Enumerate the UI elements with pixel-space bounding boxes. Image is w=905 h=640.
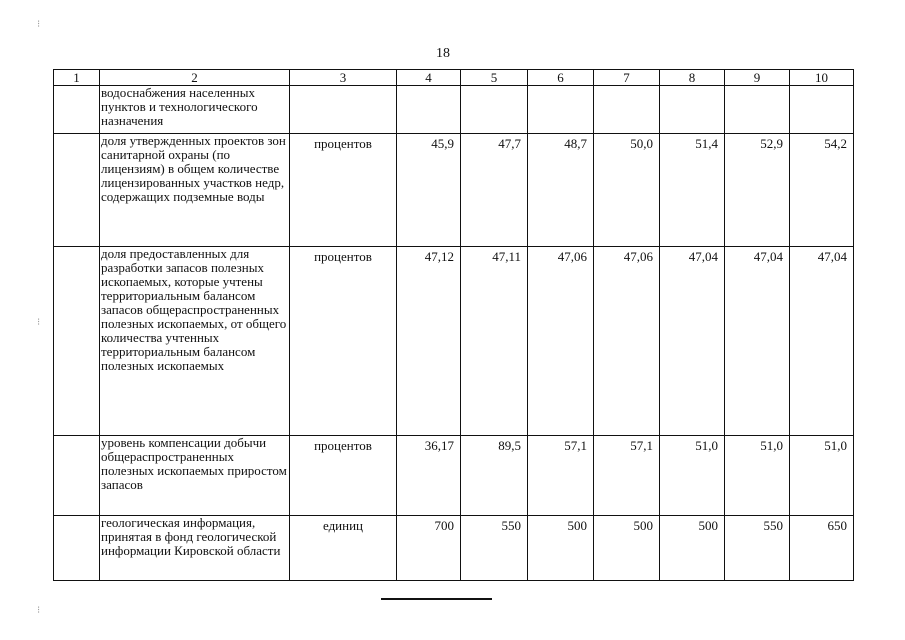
value-cell (725, 86, 790, 134)
value-cell: 45,9 (397, 134, 461, 247)
value-cell: 47,04 (790, 247, 854, 436)
header-row (54, 70, 854, 86)
row-number-cell (54, 516, 100, 581)
value-cell: 500 (528, 516, 594, 581)
value-cell: 47,12 (397, 247, 461, 436)
indicator-name-cell: уровень компенсации добычи общераспространенных полезных ископаемых приростом запасов (100, 436, 290, 516)
unit-cell: процентов (290, 247, 397, 436)
value-cell: 48,7 (528, 134, 594, 247)
header-cell: 8 (660, 70, 725, 86)
indicator-name-cell: доля предоставленных для разработки запасов полезных ископаемых, которые учтены территориальным балансом запасов общераспространенных полезных ископаемых, от общего количества учтенных территориальным балансом полезных ископаемых (100, 247, 290, 436)
margin-mark: ⁝ (37, 19, 41, 30)
value-cell: 47,06 (594, 247, 660, 436)
header-cell: 7 (594, 70, 660, 86)
header-cell: 5 (461, 70, 528, 86)
indicators-table (53, 69, 854, 581)
value-cell: 36,17 (397, 436, 461, 516)
value-cell: 550 (461, 516, 528, 581)
value-cell (461, 86, 528, 134)
indicator-name-cell: водоснабжения населенных пунктов и технологического назначения (100, 86, 290, 134)
value-cell: 47,04 (725, 247, 790, 436)
value-cell: 50,0 (594, 134, 660, 247)
indicator-name-cell: геологическая информация, принятая в фонд геологической информации Кировской области (100, 516, 290, 581)
value-cell: 700 (397, 516, 461, 581)
value-cell: 500 (660, 516, 725, 581)
header-cell: 9 (725, 70, 790, 86)
header-cell: 3 (290, 70, 397, 86)
margin-mark: ⁝ (37, 605, 41, 616)
value-cell: 47,11 (461, 247, 528, 436)
value-cell (660, 86, 725, 134)
value-cell: 51,0 (725, 436, 790, 516)
header-cell: 6 (528, 70, 594, 86)
header-cell: 2 (100, 70, 290, 86)
margin-mark: ⁝ (37, 317, 41, 328)
value-cell: 52,9 (725, 134, 790, 247)
value-cell: 57,1 (528, 436, 594, 516)
value-cell: 47,7 (461, 134, 528, 247)
row-number-cell (54, 247, 100, 436)
value-cell: 47,04 (660, 247, 725, 436)
value-cell: 57,1 (594, 436, 660, 516)
row-number-cell (54, 134, 100, 247)
page-number: 18 (436, 46, 450, 61)
table-row (54, 86, 854, 134)
value-cell: 51,0 (790, 436, 854, 516)
header-cell: 4 (397, 70, 461, 86)
table-row (54, 436, 854, 516)
header-cell: 1 (54, 70, 100, 86)
unit-cell (290, 86, 397, 134)
value-cell: 51,0 (660, 436, 725, 516)
table-row (54, 134, 854, 247)
value-cell: 47,06 (528, 247, 594, 436)
row-number-cell (54, 86, 100, 134)
value-cell: 51,4 (660, 134, 725, 247)
unit-cell: единиц (290, 516, 397, 581)
value-cell: 89,5 (461, 436, 528, 516)
table-row (54, 516, 854, 581)
value-cell: 54,2 (790, 134, 854, 247)
value-cell: 500 (594, 516, 660, 581)
row-number-cell (54, 436, 100, 516)
table-row (54, 247, 854, 436)
footer-divider (381, 598, 492, 600)
value-cell (594, 86, 660, 134)
value-cell (397, 86, 461, 134)
header-cell: 10 (790, 70, 854, 86)
value-cell: 650 (790, 516, 854, 581)
value-cell (528, 86, 594, 134)
value-cell (790, 86, 854, 134)
value-cell: 550 (725, 516, 790, 581)
indicator-name-cell: доля утвержденных проектов зон санитарной охраны (по лицензиям) в общем количестве лицензированных участков недр, содержащих подземные воды (100, 134, 290, 247)
unit-cell: процентов (290, 134, 397, 247)
unit-cell: процентов (290, 436, 397, 516)
